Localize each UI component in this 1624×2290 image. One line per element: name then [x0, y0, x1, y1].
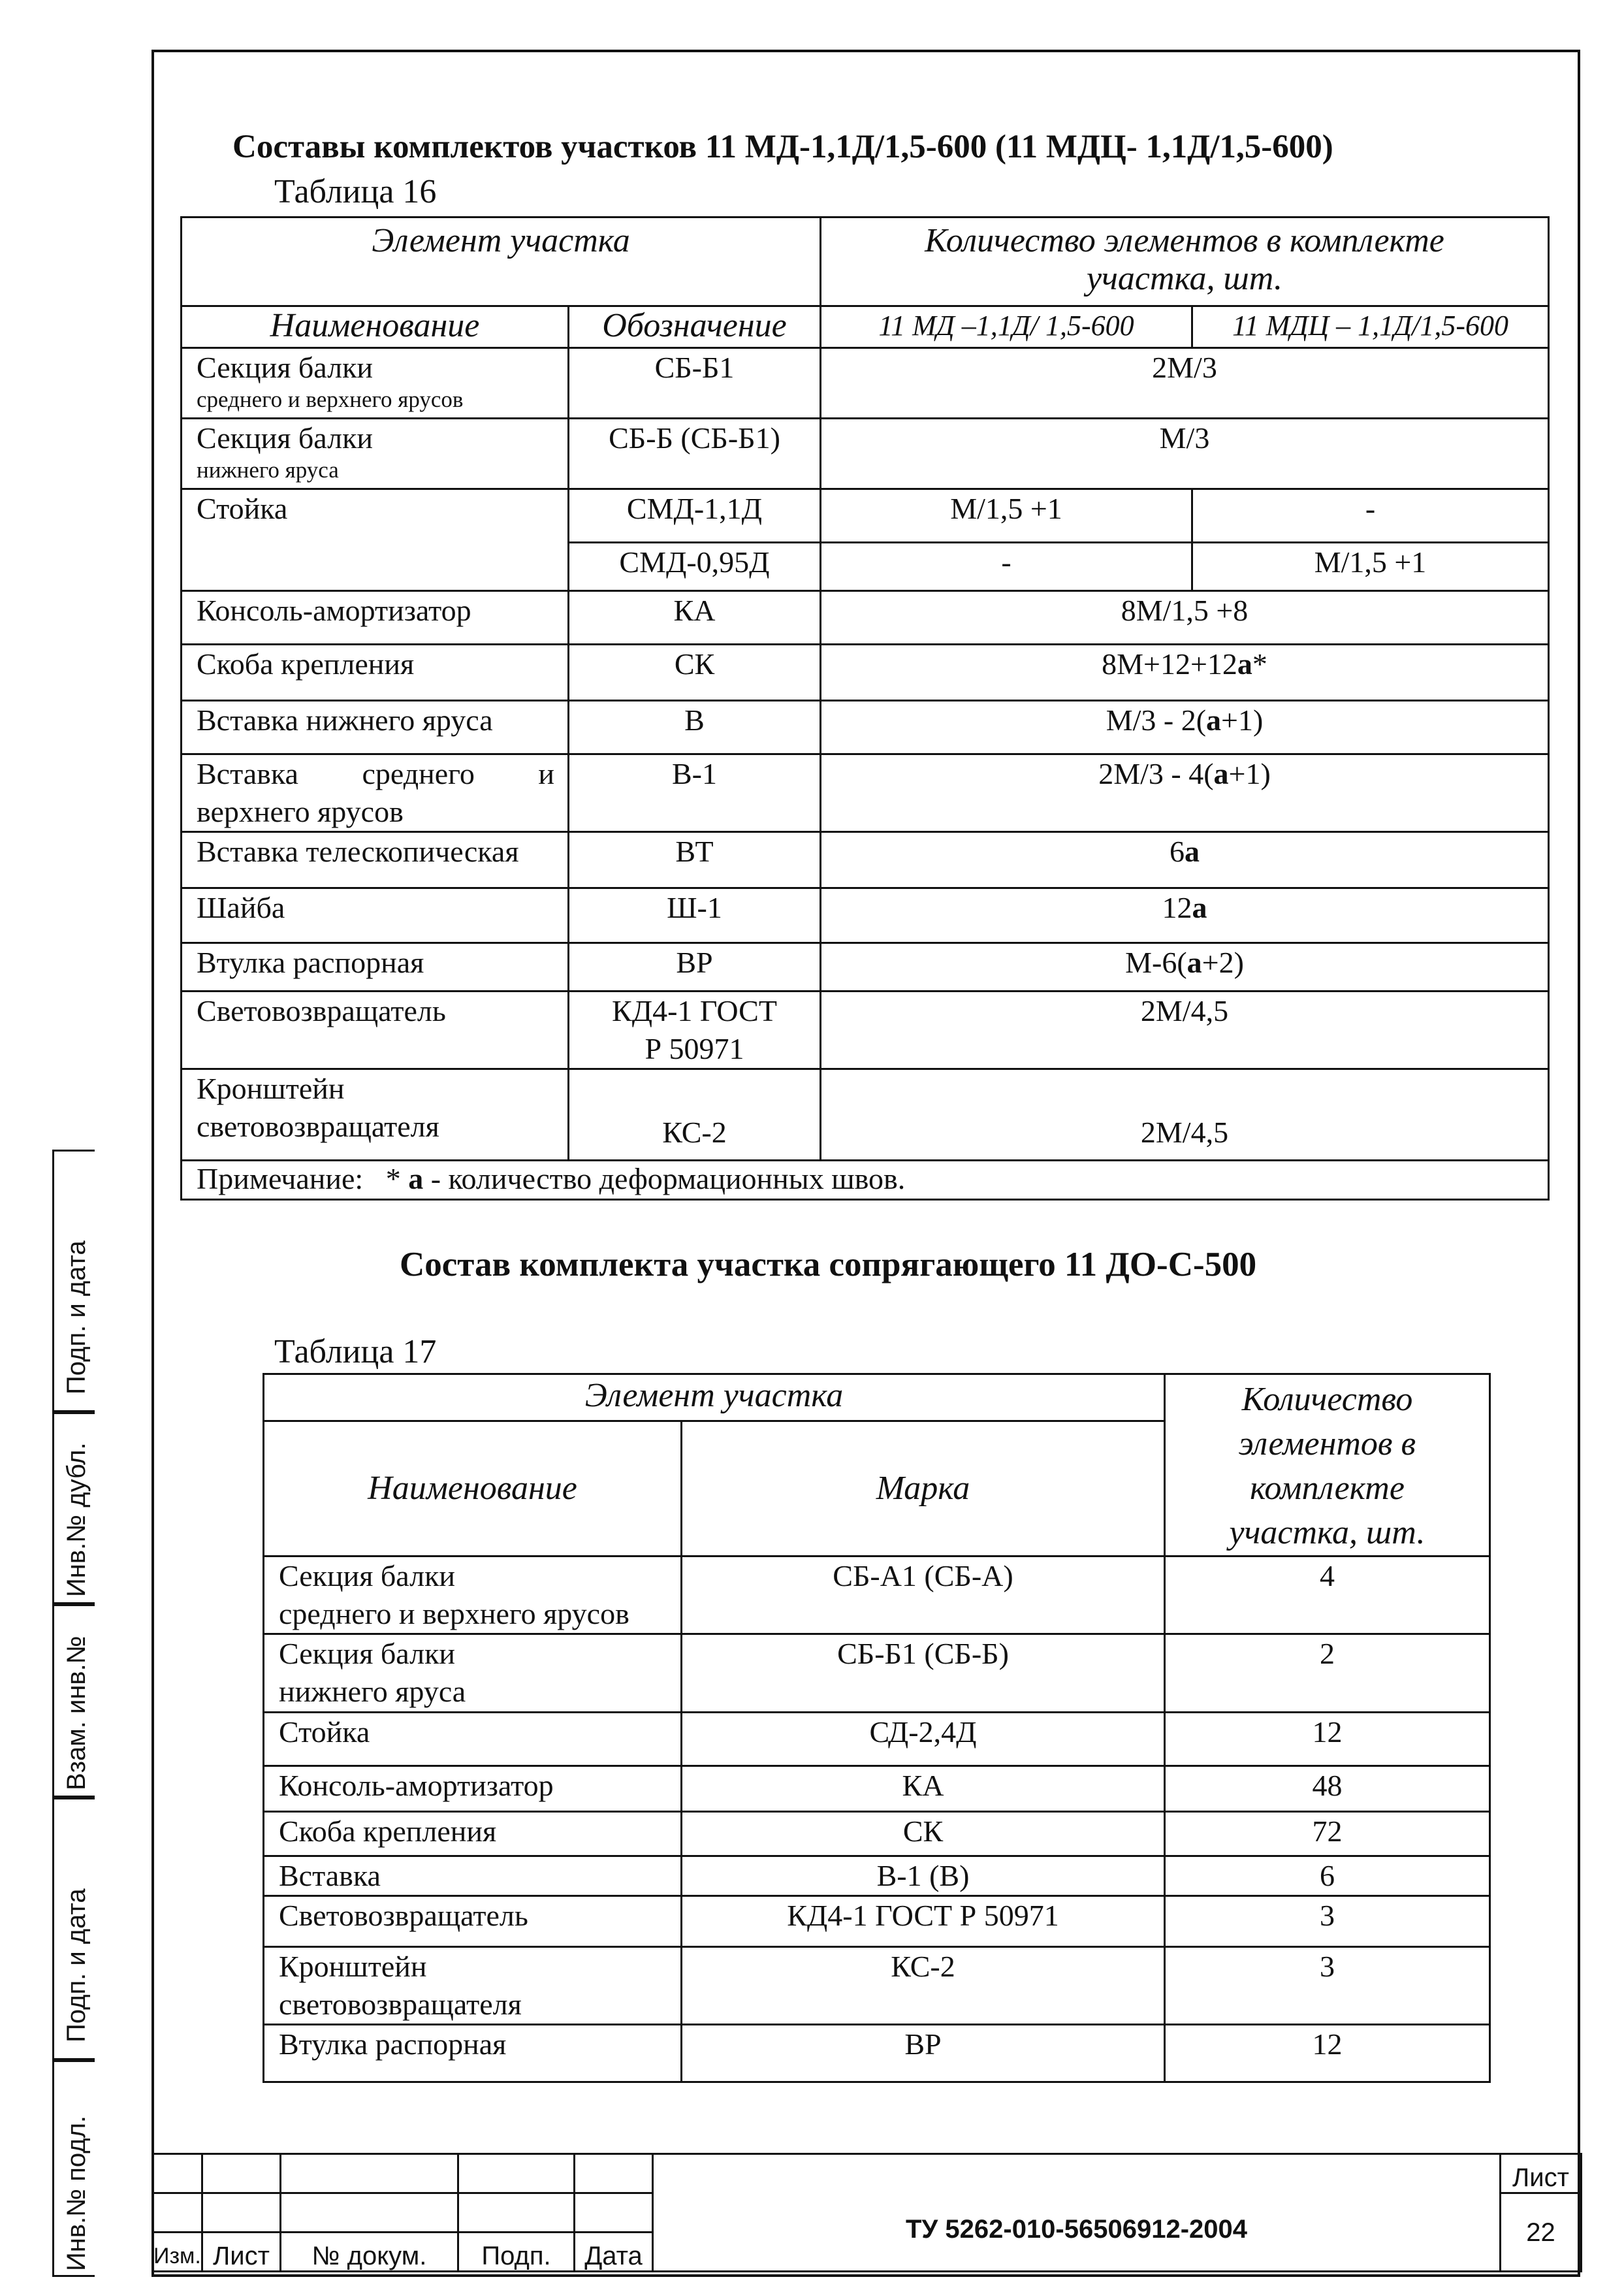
caption-table16: Таблица 16	[274, 173, 437, 210]
stamp-date: Дата	[575, 2233, 653, 2272]
t17-qty: 3	[1165, 1947, 1490, 2025]
t17-name: Световозвращатель	[279, 1899, 528, 1932]
side-box-4	[52, 1798, 95, 2060]
t16-head-qty: Количество элементов в комплекте участка, шт.	[821, 218, 1549, 306]
t17-qty: 4	[1165, 1556, 1490, 1634]
t16-cell: СМД-0,95Д	[569, 543, 821, 591]
table-16	[180, 216, 1550, 1201]
t17-name-cell	[264, 1556, 682, 1634]
side-box-5	[52, 2060, 95, 2277]
t16-cell: 12а	[821, 888, 1549, 943]
caption-table17: Таблица 17	[274, 1333, 437, 1370]
table-17	[263, 1373, 1491, 2083]
table-row: Вставка нижнего яруса	[182, 701, 569, 754]
t17-head-mark: Марка	[682, 1421, 1165, 1556]
t17-head-name: Наименование	[264, 1421, 682, 1556]
t16-cell: М-6(а+2)	[821, 943, 1549, 992]
t17-mark: СБ-Б1 (СБ-Б)	[682, 1634, 1165, 1713]
t16-cell: М/3	[821, 419, 1549, 489]
t16-cell: В	[569, 701, 821, 754]
t17-name-cell	[264, 1812, 682, 1856]
stamp-doc: № докум.	[281, 2233, 458, 2272]
stamp-list: Лист	[202, 2233, 281, 2272]
t17-name-cell	[264, 2025, 682, 2082]
t17-name-line2: световозвращателя	[279, 1988, 522, 2021]
t16-cell: ВТ	[569, 832, 821, 888]
t17-name: Секция балки	[279, 1559, 456, 1592]
t17-qty: 2	[1165, 1634, 1490, 1713]
doc-code: ТУ 5262-010-56506912-2004	[653, 2154, 1501, 2272]
sheet-number: 22	[1501, 2193, 1582, 2272]
table-row	[264, 1634, 1490, 1713]
t17-name-cell	[264, 1713, 682, 1766]
t16-note: Примечание: * а - количество деформационных швов.	[182, 1161, 1549, 1200]
t16-head-md: 11 МД –1,1Д/ 1,5-600	[821, 306, 1192, 348]
t17-name-cell	[264, 1766, 682, 1812]
t16-cell: КС-2	[569, 1069, 821, 1161]
t16-cell: 2М/4,5	[821, 1069, 1549, 1161]
table-row	[264, 1556, 1490, 1634]
t16-cell: -	[821, 543, 1192, 591]
t17-name: Вставка	[279, 1859, 381, 1892]
t16-cell: КА	[569, 591, 821, 645]
table-row	[264, 1766, 1490, 1812]
title-table16: Составы комплектов участков 11 МД-1,1Д/1,5-600 (11 МДЦ- 1,1Д/1,5-600)	[232, 129, 1333, 165]
t17-head-qty: Количество элементов в комплекте участка, шт.	[1165, 1374, 1490, 1556]
t16-head-element: Элемент участка	[182, 218, 821, 306]
t17-name-cell	[264, 1634, 682, 1713]
t17-mark: КА	[682, 1766, 1165, 1812]
t17-qty: 6	[1165, 1856, 1490, 1896]
t16-cell: ВР	[569, 943, 821, 992]
t16-cell: Ш-1	[569, 888, 821, 943]
t16-head-name: Наименование	[182, 306, 569, 348]
t16-cell: СБ-Б (СБ-Б1)	[569, 419, 821, 489]
sheet-label: Лист	[1501, 2154, 1582, 2193]
side-label: Взам. инв.№	[62, 1636, 91, 1790]
title-block	[151, 2153, 1582, 2272]
title-table17: Состав комплекта участка сопрягающего 11 ДО-С-500	[400, 1246, 1257, 1283]
table-row: Втулка распорная	[182, 943, 569, 992]
table-row: Секция балки нижнего яруса	[182, 419, 569, 489]
table-row: Стойка	[182, 489, 569, 591]
side-label: Подп. и дата	[62, 1240, 91, 1395]
t16-cell: 6а	[821, 832, 1549, 888]
table-row: Скоба крепления	[182, 645, 569, 701]
table-row	[264, 1947, 1490, 2025]
stamp-podp: Подп.	[458, 2233, 575, 2272]
t17-name: Втулка распорная	[279, 2027, 507, 2061]
table-row	[264, 1856, 1490, 1896]
t16-cell: 2М/4,5	[821, 992, 1549, 1069]
t16-head-designation: Обозначение	[569, 306, 821, 348]
t17-mark: СБ-А1 (СБ-А)	[682, 1556, 1165, 1634]
t17-name: Консоль-амортизатор	[279, 1769, 554, 1802]
side-label: Инв.№ дубл.	[62, 1442, 91, 1597]
t17-name: Кронштейн	[279, 1950, 427, 1983]
t16-cell: 8М+12+12а*	[821, 645, 1549, 701]
t17-name: Скоба крепления	[279, 1814, 497, 1848]
t17-name-line2: среднего и верхнего ярусов	[279, 1597, 629, 1630]
table-row	[264, 2025, 1490, 2082]
table-row: Секция балки среднего и верхнего ярусов	[182, 348, 569, 419]
t17-name-line2: нижнего яруса	[279, 1675, 466, 1708]
t16-cell: 8М/1,5 +8	[821, 591, 1549, 645]
t17-name-cell	[264, 1947, 682, 2025]
t17-qty: 3	[1165, 1896, 1490, 1947]
table-row	[264, 1812, 1490, 1856]
t17-name: Стойка	[279, 1715, 370, 1749]
t16-cell: СБ-Б1	[569, 348, 821, 419]
t17-mark: КС-2	[682, 1947, 1165, 2025]
t17-mark: КД4-1 ГОСТ Р 50971	[682, 1896, 1165, 1947]
t17-mark: СК	[682, 1812, 1165, 1856]
table-row: Вставка телескопическая	[182, 832, 569, 888]
t16-cell: СМД-1,1Д	[569, 489, 821, 543]
t17-mark: В-1 (В)	[682, 1856, 1165, 1896]
t16-cell: М/1,5 +1	[821, 489, 1192, 543]
t17-mark: СД-2,4Д	[682, 1713, 1165, 1766]
side-label: Подп. и дата	[62, 1888, 91, 2042]
side-box-1	[52, 1150, 95, 1412]
t16-cell: М/3 - 2(а+1)	[821, 701, 1549, 754]
t16-cell: В-1	[569, 754, 821, 832]
t16-head-mdc: 11 МДЦ – 1,1Д/1,5-600	[1192, 306, 1549, 348]
table-row: Кронштейн световозвращателя	[182, 1069, 569, 1161]
t17-qty: 48	[1165, 1766, 1490, 1812]
table-row: Шайба	[182, 888, 569, 943]
t17-qty: 12	[1165, 2025, 1490, 2082]
t17-mark: ВР	[682, 2025, 1165, 2082]
table-row: Световозвращатель	[182, 992, 569, 1069]
t16-cell: КД4-1 ГОСТ Р 50971	[569, 992, 821, 1069]
t16-cell: -	[1192, 489, 1549, 543]
table-row: Консоль-амортизатор	[182, 591, 569, 645]
table-row	[264, 1896, 1490, 1947]
t16-cell: 2М/3 - 4(а+1)	[821, 754, 1549, 832]
t16-cell: М/1,5 +1	[1192, 543, 1549, 591]
t17-qty: 12	[1165, 1713, 1490, 1766]
table-row	[264, 1713, 1490, 1766]
side-box-2	[52, 1412, 95, 1604]
side-box-3	[52, 1604, 95, 1798]
t16-cell: СК	[569, 645, 821, 701]
table-row: Вставка среднего и верхнего ярусов	[182, 754, 569, 832]
t17-name-cell	[264, 1896, 682, 1947]
t16-cell: 2М/3	[821, 348, 1549, 419]
t17-name-cell	[264, 1856, 682, 1896]
t17-head-element: Элемент участка	[264, 1374, 1165, 1421]
t17-name: Секция балки	[279, 1637, 456, 1670]
t17-qty: 72	[1165, 1812, 1490, 1856]
side-label: Инв.№ подл.	[62, 2115, 91, 2271]
stamp-izm: Изм.	[153, 2233, 202, 2272]
